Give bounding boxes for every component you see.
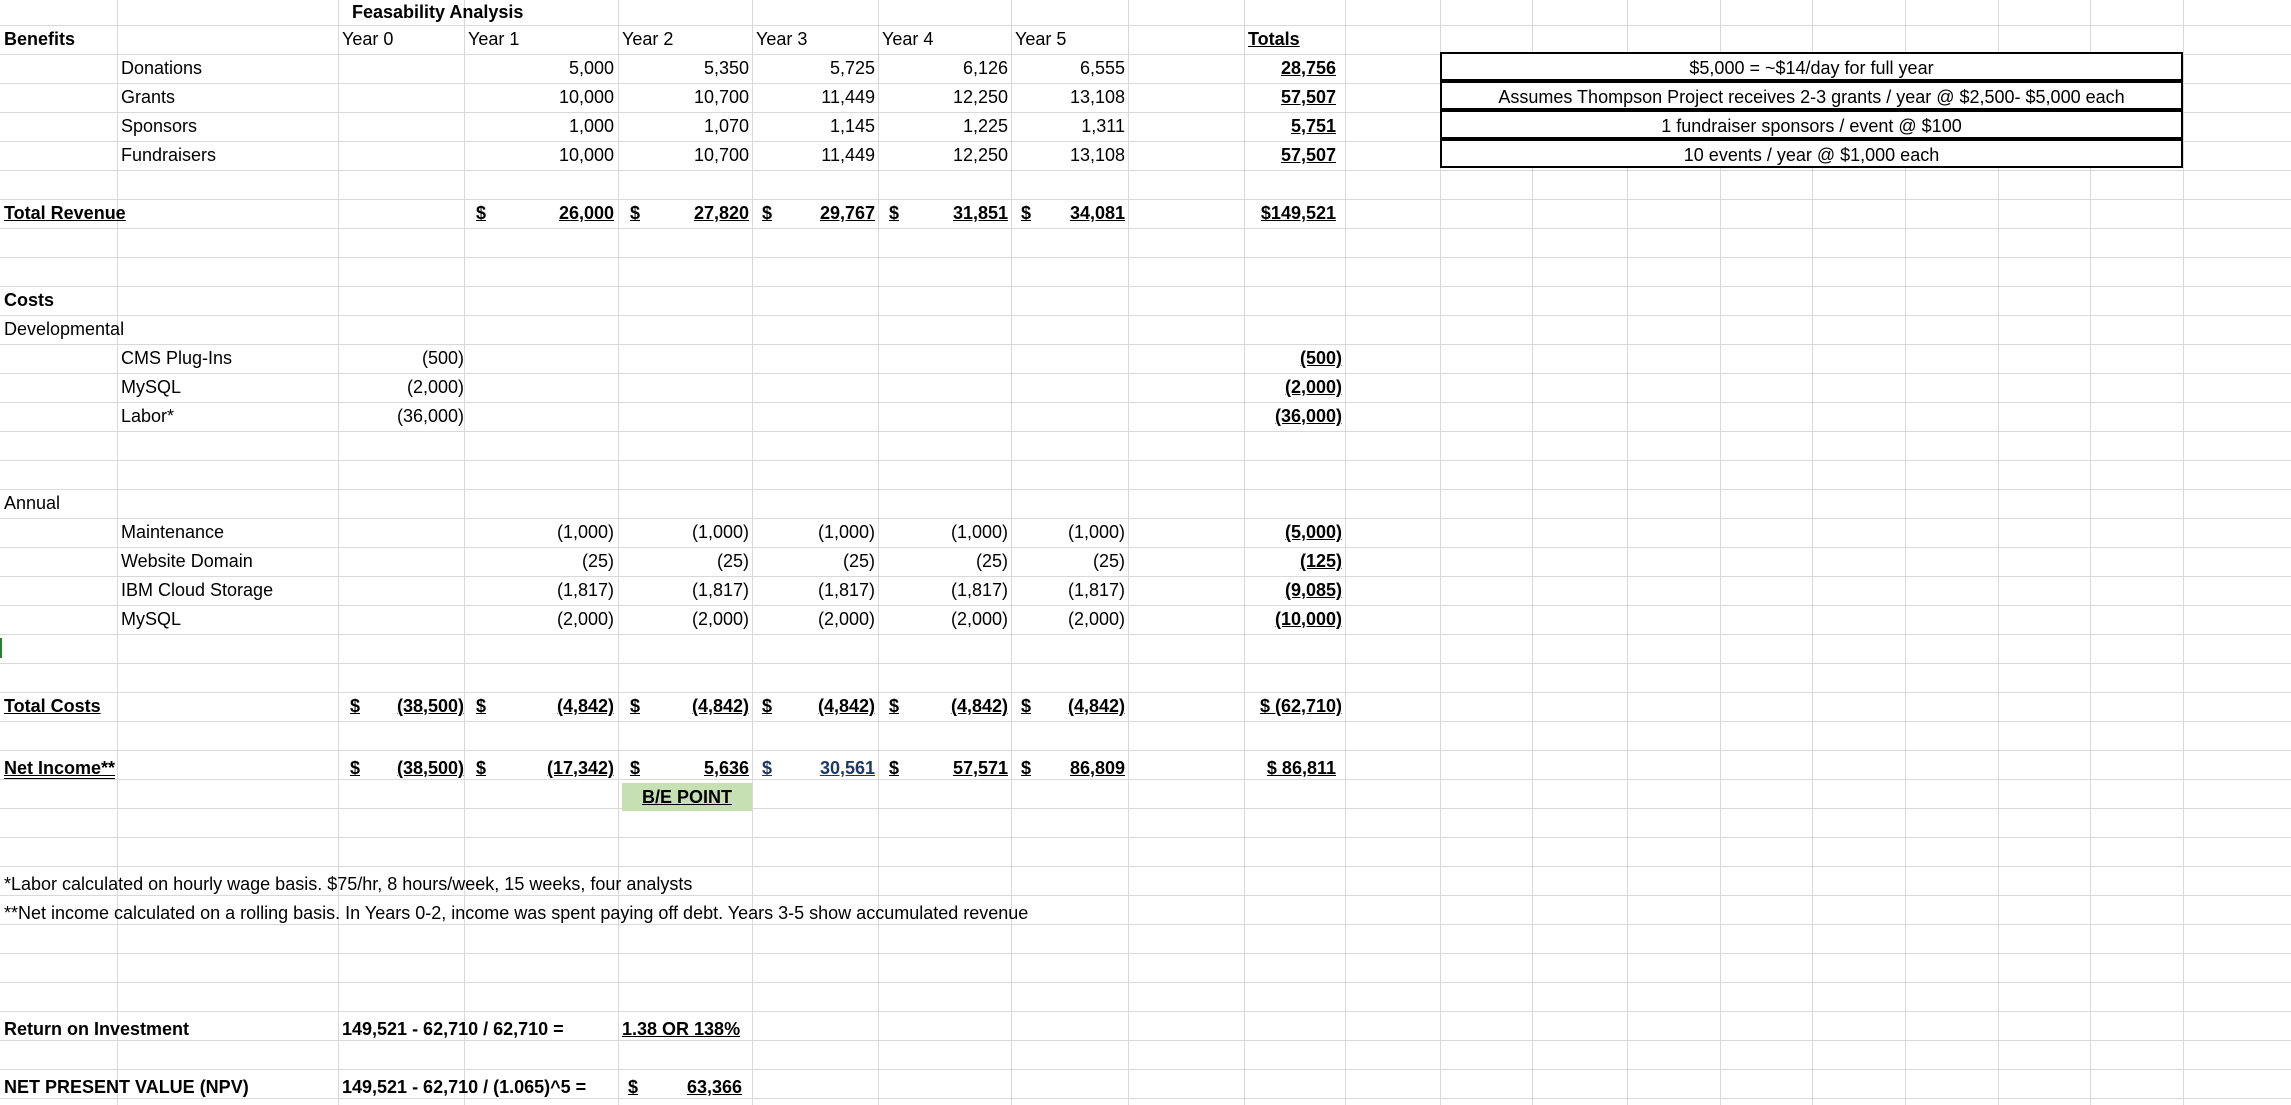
value-cell[interactable]: (2,000) (950, 609, 1008, 629)
value-cell[interactable]: 34,081 (1069, 203, 1125, 223)
value-cell[interactable]: 5,000 (568, 58, 614, 78)
dollar-sign: $ (1021, 696, 1032, 716)
total-cell[interactable]: 5,751 (1290, 116, 1336, 136)
grid-row-line (0, 460, 2291, 461)
header-year-0[interactable]: Year 0 (342, 29, 394, 49)
grid-row-line (0, 576, 2291, 577)
npv-result[interactable]: 63,366 (686, 1077, 742, 1097)
value-cell[interactable]: 11,449 (821, 145, 875, 165)
npv-formula[interactable]: 149,521 - 62,710 / (1.065)^5 = (342, 1077, 587, 1097)
developmental-label[interactable]: Developmental (4, 319, 125, 339)
row-label[interactable]: Labor* (121, 406, 175, 426)
value-cell[interactable]: (1,817) (817, 580, 875, 600)
row-label[interactable]: Donations (121, 58, 203, 78)
value-cell[interactable]: (1,817) (556, 580, 614, 600)
dollar-sign: $ (889, 696, 900, 716)
total-cell[interactable]: 28,756 (1280, 58, 1336, 78)
row-label[interactable]: IBM Cloud Storage (121, 580, 274, 600)
value-cell[interactable]: 27,820 (693, 203, 749, 223)
header-year-4[interactable]: Year 4 (882, 29, 934, 49)
total-cell[interactable]: (2,000) (1284, 377, 1342, 397)
value-cell[interactable]: (36,000) (396, 406, 464, 426)
value-cell[interactable]: 1,000 (568, 116, 614, 136)
row-label[interactable]: Sponsors (121, 116, 198, 136)
grid-row-line (0, 315, 2291, 316)
value-cell[interactable]: 29,767 (819, 203, 875, 223)
grid-row-line (0, 837, 2291, 838)
cell-cursor-mark (0, 638, 2, 658)
total-revenue-total[interactable]: $149,521 (1260, 203, 1336, 223)
value-cell[interactable]: (4,842) (556, 696, 614, 716)
note-donations[interactable]: $5,000 = ~$14/day for full year (1440, 52, 2183, 81)
row-label[interactable]: Website Domain (121, 551, 253, 571)
value-cell[interactable]: (2,000) (817, 609, 875, 629)
value-cell[interactable]: 13,108 (1069, 87, 1125, 107)
value-cell[interactable]: (1,000) (556, 522, 614, 542)
grid-column-line (338, 0, 339, 1105)
grid-row-line (0, 663, 2291, 664)
value-cell[interactable]: 11,449 (821, 87, 875, 107)
grid-column-line (464, 0, 465, 1105)
row-label[interactable]: Fundraisers (121, 145, 217, 165)
value-cell[interactable]: 12,250 (952, 145, 1008, 165)
header-year-2[interactable]: Year 2 (622, 29, 674, 49)
value-cell[interactable]: (25) (581, 551, 614, 571)
footnote-net-income[interactable]: **Net income calculated on a rolling basis. In Years 0-2, income was spent paying off debt. Years 3-5 show accumulated revenue (4, 903, 1029, 923)
value-cell[interactable]: 5,636 (703, 758, 749, 778)
grid-row-line (0, 489, 2291, 490)
total-cell[interactable]: (9,085) (1284, 580, 1342, 600)
dollar-sign: $ (350, 696, 361, 716)
grid-row-line (0, 982, 2291, 983)
grid-row-line (0, 779, 2291, 780)
grid-row-line (0, 750, 2291, 751)
value-cell[interactable]: 1,070 (703, 116, 749, 136)
value-cell[interactable]: 10,000 (558, 87, 614, 107)
dollar-sign: $ (628, 1077, 639, 1097)
dollar-sign: $ (476, 203, 487, 223)
value-cell[interactable]: (1,000) (691, 522, 749, 542)
benefits-label[interactable]: Benefits (4, 29, 76, 49)
dollar-sign: $ (630, 203, 641, 223)
value-cell[interactable]: (1,817) (691, 580, 749, 600)
value-cell[interactable]: (38,500) (396, 696, 464, 716)
total-cell[interactable]: (5,000) (1284, 522, 1342, 542)
total-cell[interactable]: 57,507 (1280, 145, 1336, 165)
value-cell[interactable]: (2,000) (691, 609, 749, 629)
roi-result[interactable]: 1.38 OR 138% (622, 1019, 741, 1039)
annual-label[interactable]: Annual (4, 493, 61, 513)
grid-row-line (0, 431, 2291, 432)
value-cell[interactable]: (4,842) (1067, 696, 1125, 716)
note-fundraisers[interactable]: 10 events / year @ $1,000 each (1440, 139, 2183, 168)
total-cell[interactable]: 57,507 (1280, 87, 1336, 107)
value-cell[interactable]: (500) (421, 348, 464, 368)
row-label[interactable]: MySQL (121, 609, 182, 629)
value-cell[interactable]: (25) (716, 551, 749, 571)
header-year-5[interactable]: Year 5 (1015, 29, 1067, 49)
value-cell[interactable]: 57,571 (952, 758, 1008, 778)
value-cell[interactable]: (1,000) (817, 522, 875, 542)
value-cell[interactable]: (4,842) (691, 696, 749, 716)
value-cell[interactable]: 12,250 (952, 87, 1008, 107)
dollar-sign: $ (762, 696, 773, 716)
value-cell[interactable]: 86,809 (1069, 758, 1125, 778)
value-cell[interactable]: (38,500) (396, 758, 464, 778)
value-cell[interactable]: (1,817) (1067, 580, 1125, 600)
value-cell[interactable]: (25) (1092, 551, 1125, 571)
row-label[interactable]: MySQL (121, 377, 182, 397)
value-cell[interactable]: (17,342) (546, 758, 614, 778)
breakeven-marker[interactable]: B/E POINT (622, 783, 752, 811)
value-cell[interactable]: (1,000) (1067, 522, 1125, 542)
dollar-sign: $ (1021, 203, 1032, 223)
dollar-sign: $ (889, 758, 900, 778)
value-cell[interactable]: 26,000 (558, 203, 614, 223)
value-cell[interactable]: (2,000) (406, 377, 464, 397)
grid-row-line (0, 808, 2291, 809)
header-year-1[interactable]: Year 1 (468, 29, 520, 49)
dollar-sign: $ (630, 696, 641, 716)
grid-row-line (0, 1011, 2291, 1012)
total-cell[interactable]: (36,000) (1274, 406, 1342, 426)
note-sponsors[interactable]: 1 fundraiser sponsors / event @ $100 (1440, 110, 2183, 139)
grid-row-line (0, 228, 2291, 229)
footnote-labor[interactable]: *Labor calculated on hourly wage basis. $75/hr, 8 hours/week, 15 weeks, four analysts (4, 874, 693, 894)
grid-row-line (0, 605, 2291, 606)
total-revenue-label[interactable]: Total Revenue (4, 203, 126, 223)
value-cell[interactable]: (25) (842, 551, 875, 571)
dollar-sign: $ (1021, 758, 1032, 778)
dollar-sign: $ (476, 696, 487, 716)
value-cell[interactable]: 30,561 (819, 758, 875, 778)
value-cell[interactable]: 6,126 (962, 58, 1008, 78)
grid-row-line (0, 518, 2291, 519)
value-cell[interactable]: 10,700 (693, 87, 749, 107)
value-cell[interactable]: (4,842) (817, 696, 875, 716)
dollar-sign: $ (889, 203, 900, 223)
value-cell[interactable]: 1,145 (829, 116, 875, 136)
dollar-sign: $ (476, 758, 487, 778)
net-income-total[interactable]: $ 86,811 (1266, 758, 1336, 778)
value-cell[interactable]: 13,108 (1069, 145, 1125, 165)
npv-label[interactable]: NET PRESENT VALUE (NPV) (4, 1077, 249, 1097)
roi-label[interactable]: Return on Investment (4, 1019, 190, 1039)
total-cell[interactable]: (10,000) (1274, 609, 1342, 629)
value-cell[interactable]: (2,000) (1067, 609, 1125, 629)
value-cell[interactable]: 31,851 (952, 203, 1008, 223)
header-totals[interactable]: Totals (1248, 29, 1300, 49)
value-cell[interactable]: 1,225 (962, 116, 1008, 136)
value-cell[interactable]: (1,000) (950, 522, 1008, 542)
net-income-label[interactable]: Net Income** (4, 758, 116, 778)
dollar-sign: $ (762, 758, 773, 778)
value-cell[interactable]: 6,555 (1079, 58, 1125, 78)
dollar-sign: $ (350, 758, 361, 778)
grid-row-line (0, 547, 2291, 548)
grid-row-line (0, 170, 2291, 171)
grid-column-line (2183, 0, 2184, 1105)
row-label[interactable]: Maintenance (121, 522, 225, 542)
row-label[interactable]: Grants (121, 87, 176, 107)
grid-row-line (0, 1069, 2291, 1070)
value-cell[interactable]: (4,842) (950, 696, 1008, 716)
value-cell[interactable]: 5,725 (829, 58, 875, 78)
grid-row-line (0, 721, 2291, 722)
note-grants[interactable]: Assumes Thompson Project receives 2-3 grants / year @ $2,500- $5,000 each (1440, 81, 2183, 110)
header-year-3[interactable]: Year 3 (756, 29, 808, 49)
grid-row-line (0, 199, 2291, 200)
value-cell[interactable]: (25) (975, 551, 1008, 571)
dollar-sign: $ (630, 758, 641, 778)
value-cell[interactable]: 1,311 (1081, 116, 1125, 136)
value-cell[interactable]: (1,817) (950, 580, 1008, 600)
total-cell[interactable]: (125) (1299, 551, 1342, 571)
costs-label[interactable]: Costs (4, 290, 55, 310)
value-cell[interactable]: 10,000 (558, 145, 614, 165)
grid-row-line (0, 866, 2291, 867)
row-label[interactable]: CMS Plug-Ins (121, 348, 233, 368)
sheet-title[interactable]: Feasability Analysis (352, 2, 524, 22)
total-costs-total[interactable]: $ (62,710) (1259, 696, 1342, 716)
grid-row-line (0, 286, 2291, 287)
grid-row-line (0, 692, 2291, 693)
grid-row-line (0, 953, 2291, 954)
value-cell[interactable]: (2,000) (556, 609, 614, 629)
grid-row-line (0, 634, 2291, 635)
grid-row-line (0, 257, 2291, 258)
value-cell[interactable]: 5,350 (703, 58, 749, 78)
dollar-sign: $ (762, 203, 773, 223)
total-costs-label[interactable]: Total Costs (4, 696, 101, 716)
roi-formula[interactable]: 149,521 - 62,710 / 62,710 = (342, 1019, 564, 1039)
value-cell[interactable]: 10,700 (693, 145, 749, 165)
total-cell[interactable]: (500) (1299, 348, 1342, 368)
